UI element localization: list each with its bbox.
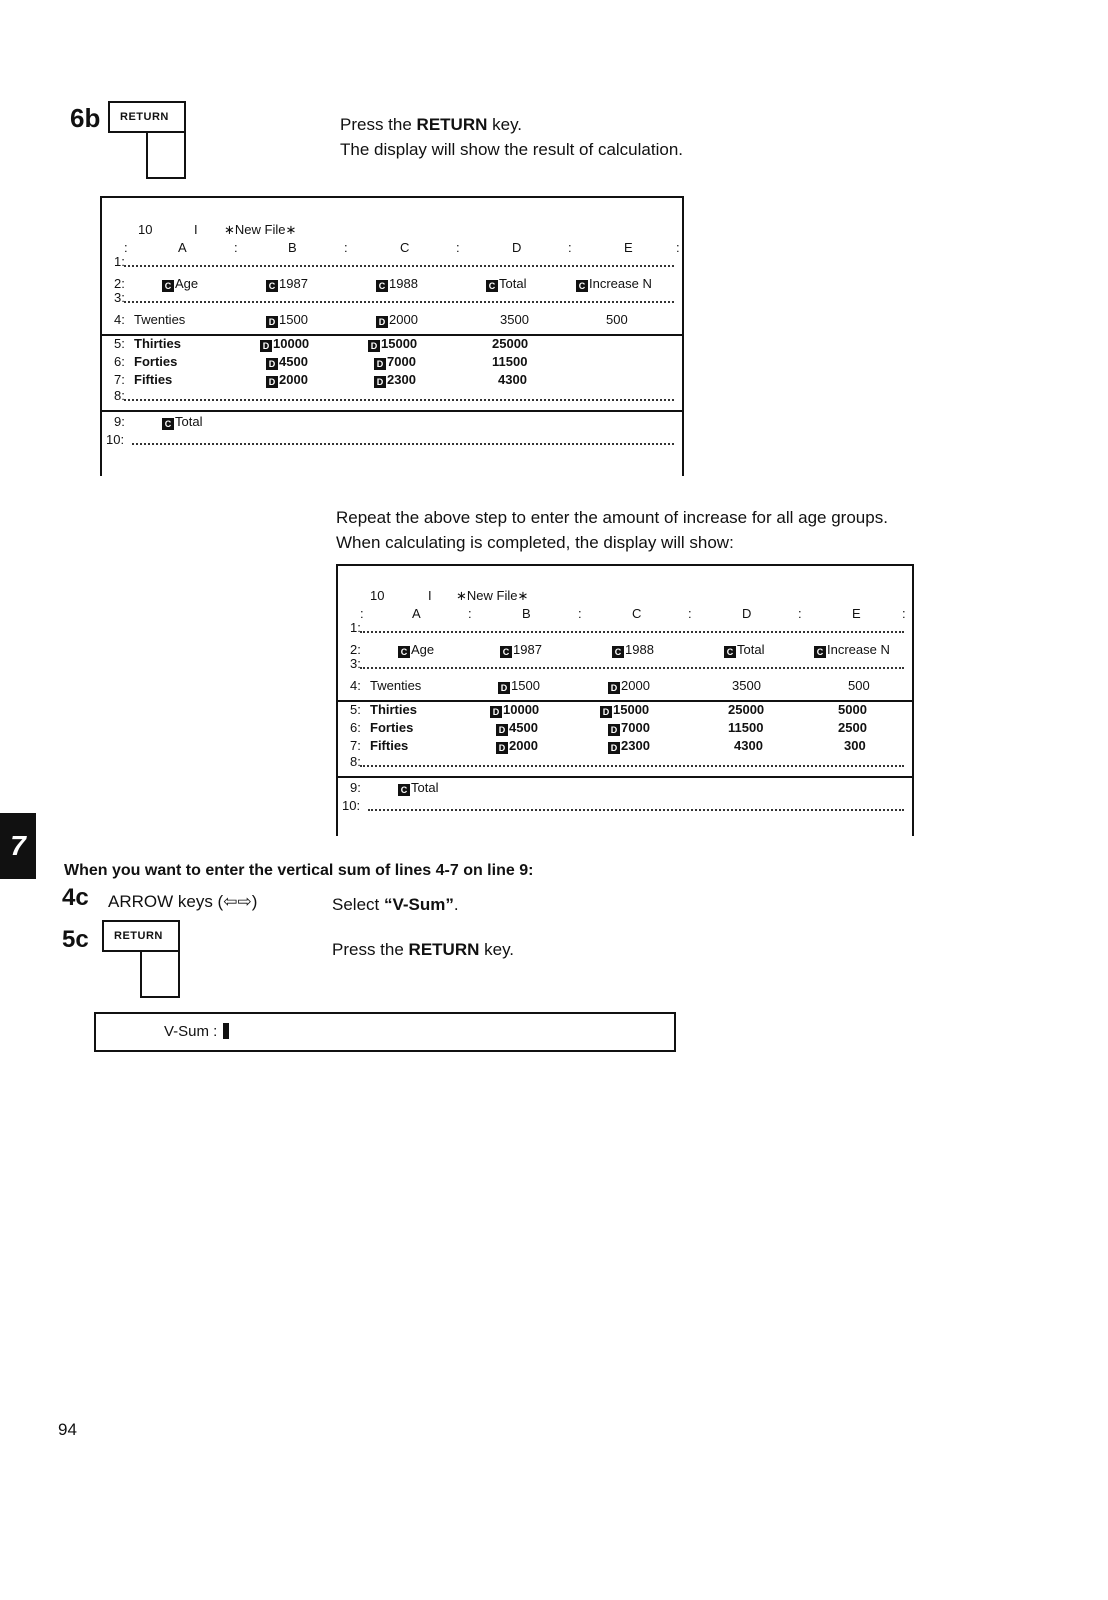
lcd-screen-result: 10 I ∗New File∗ : A : B : C : D : E : 1: 2: C Age C 1987 C 1988 C Total C Increase N 3: 4: Twenties D 1500 D 2000 3500 500 5: Thirties D 10000 D 15000 25000 6: Forties D 4500 D 7000 11500 7: Fifties D 2000 D 2300 4300 8: 9: C Total 10: — [100, 196, 684, 476]
vsum-prompt-label: V-Sum : — [164, 1023, 218, 1040]
section-heading: When you want to enter the vertical sum of lines 4-7 on line 9: — [64, 862, 534, 879]
page-number: 94 — [58, 1420, 77, 1439]
lcd-screen-completed: 10 I ∗New File∗ : A : B : C : D : E : 1: 2: C Age C 1987 C 1988 C Total C Increase N 3: 4: Twenties D 1500 D 2000 3500 500 5: Thirties D 10000 D 15000 25000 5000 6: Forties D 4500 D 7000 11500 2500 7: Fifties D 2000 D 2300 4300 300 8: 9: C Total 10: — [336, 564, 914, 836]
chapter-tab: 7 — [0, 813, 36, 879]
arrow-keys-label: ARROW keys (⇦⇨) — [108, 892, 258, 911]
return-key-label: RETURN — [108, 101, 186, 133]
return-key-5c-icon — [102, 920, 180, 998]
step-6b-result-text: The display will show the result of calculation. — [340, 140, 683, 159]
step-number-5c: 5c — [62, 926, 89, 953]
text-cursor-icon — [223, 1023, 229, 1039]
step-number-6b: 6b — [70, 103, 101, 133]
step-number-4c: 4c — [62, 884, 89, 911]
vsum-prompt-box[interactable] — [94, 1012, 676, 1052]
return-key-6b-icon — [108, 101, 186, 179]
return-key-label: RETURN — [102, 920, 180, 952]
step-6b-instruction: Press the RETURN key. The display will show the result of calculation. — [340, 112, 740, 162]
step-4c-instruction: Select “V-Sum”. — [332, 895, 459, 914]
repeat-instruction: Repeat the above step to enter the amount of increase for all age groups. When calculating is completed, the display will show: — [336, 508, 888, 552]
step-5c-instruction: Press the RETURN key. — [332, 940, 515, 959]
